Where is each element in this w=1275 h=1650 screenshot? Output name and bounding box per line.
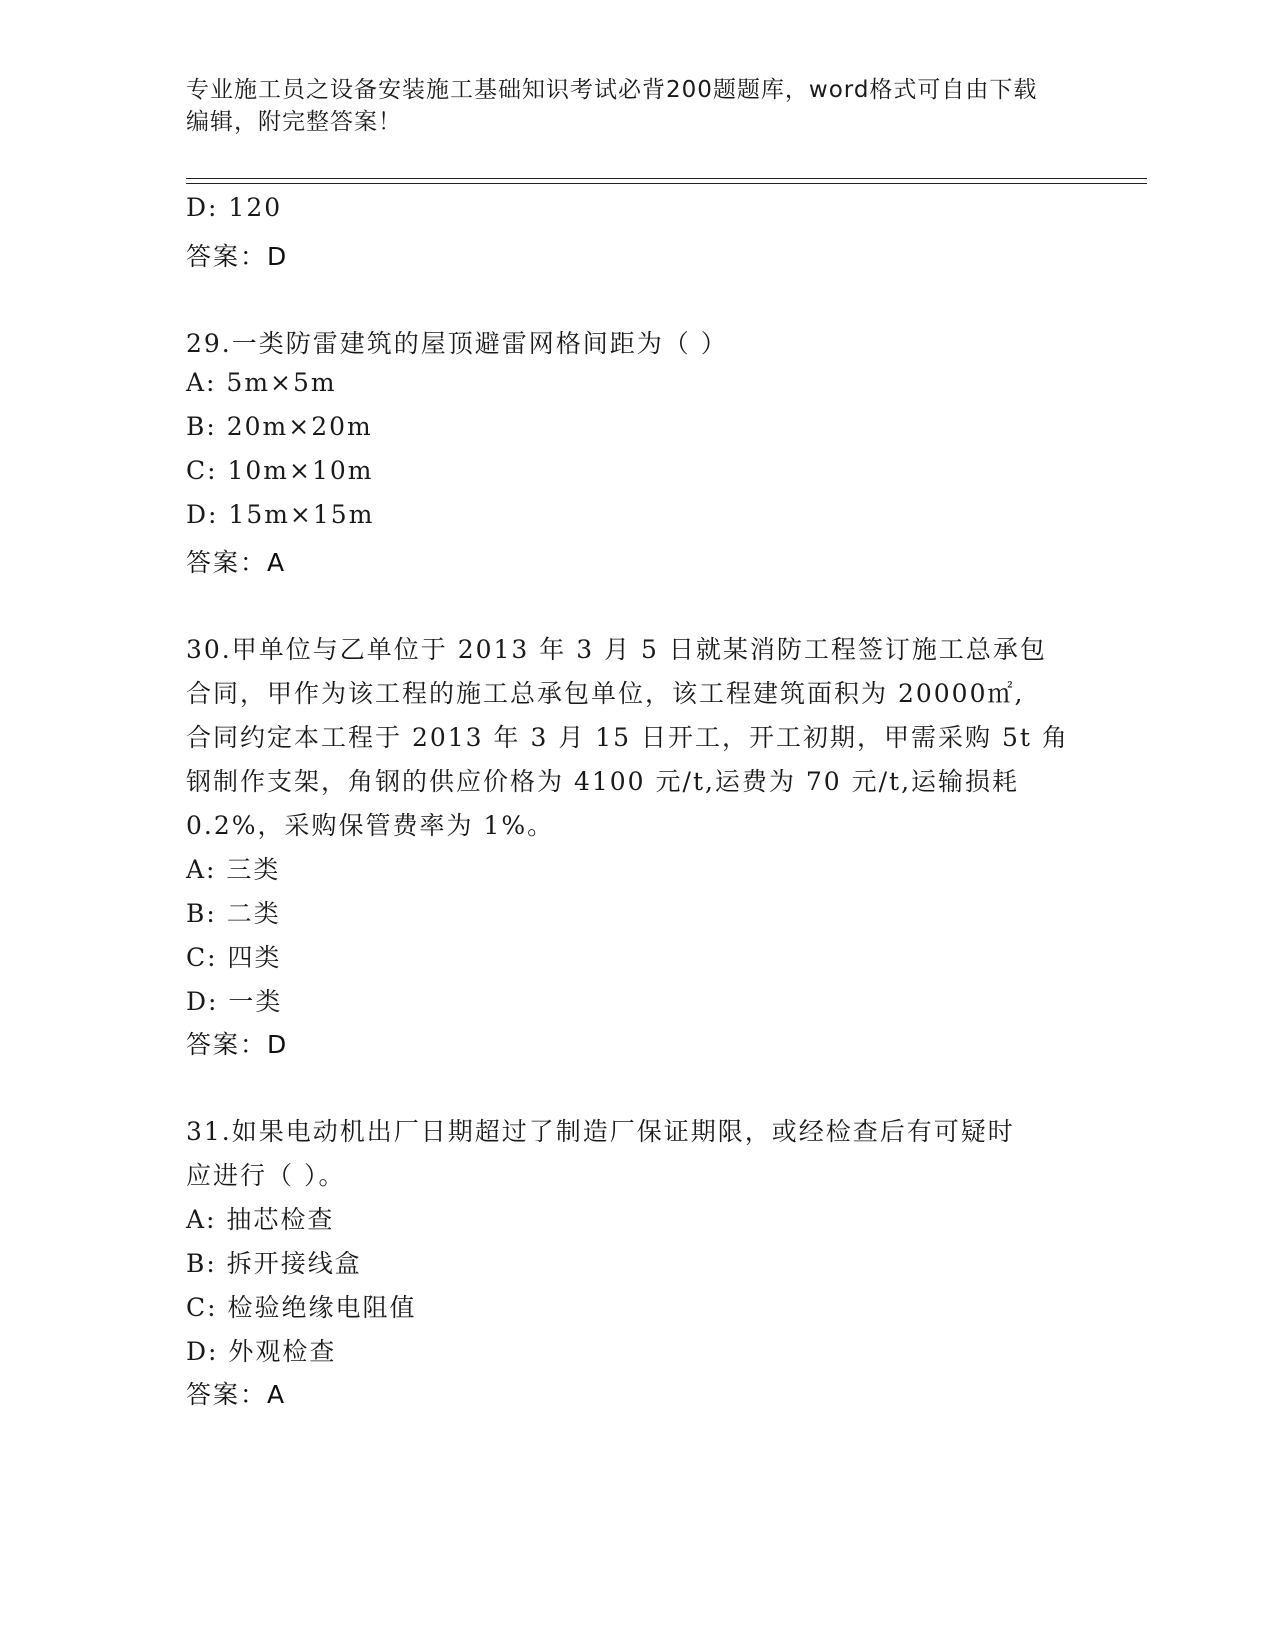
- q31-option-b: B: 拆开接线盒: [186, 1249, 362, 1278]
- header-line-1: 专业施工员之设备安装施工基础知识考试必背200题题库，word格式可自由下载: [186, 77, 1038, 103]
- q29-option-a: A: 5m×5m: [186, 368, 337, 397]
- document-header: [186, 74, 1066, 138]
- q30-answer: 答案：D: [186, 1030, 289, 1059]
- q30-stem-line-1: 30.甲单位与乙单位于 2013 年 3 月 5 日就某消防工程签订施工总承包: [186, 635, 1047, 664]
- q31-answer: 答案：A: [186, 1380, 287, 1409]
- q29-answer: 答案：A: [186, 548, 287, 577]
- q30-option-d: D: 一类: [186, 987, 283, 1016]
- q29-option-c: C: 10m×10m: [186, 456, 374, 485]
- q31-stem-line-2: 应进行（ ）。: [186, 1161, 346, 1190]
- q29-option-b: B: 20m×20m: [186, 412, 373, 441]
- q30-option-b: B: 二类: [186, 899, 281, 928]
- q29-option-d: D: 15m×15m: [186, 500, 375, 529]
- header-line-2: 编辑，附完整答案！: [186, 109, 402, 135]
- q31-option-a: A: 抽芯检查: [186, 1205, 335, 1234]
- q31-option-c: C: 检验绝缘电阻值: [186, 1293, 417, 1322]
- prev-answer: 答案：D: [186, 242, 289, 271]
- q29-stem: 29.一类防雷建筑的屋顶避雷网格间距为（ ）: [186, 329, 728, 358]
- q30-stem-line-4: 钢制作支架，角钢的供应价格为 4100 元/t,运费为 70 元/t,运输损耗: [186, 767, 1020, 796]
- q31-stem-line-1: 31.如果电动机出厂日期超过了制造厂保证期限，或经检查后有可疑时: [186, 1117, 1015, 1146]
- q30-option-a: A: 三类: [186, 855, 281, 884]
- header-divider-top: [186, 178, 1147, 179]
- q30-stem-line-3: 合同约定本工程于 2013 年 3 月 15 日开工，开工初期，甲需采购 5t 角: [186, 723, 1069, 752]
- q30-option-c: C: 四类: [186, 943, 282, 972]
- prev-option-d: D: 120: [186, 193, 283, 222]
- header-divider-bottom: [186, 183, 1147, 184]
- q30-stem-line-2: 合同，甲作为该工程的施工总承包单位，该工程建筑面积为 20000㎡,: [186, 679, 1025, 708]
- q30-stem-line-5: 0.2%，采购保管费率为 1%。: [186, 811, 555, 840]
- q31-option-d: D: 外观检查: [186, 1337, 337, 1366]
